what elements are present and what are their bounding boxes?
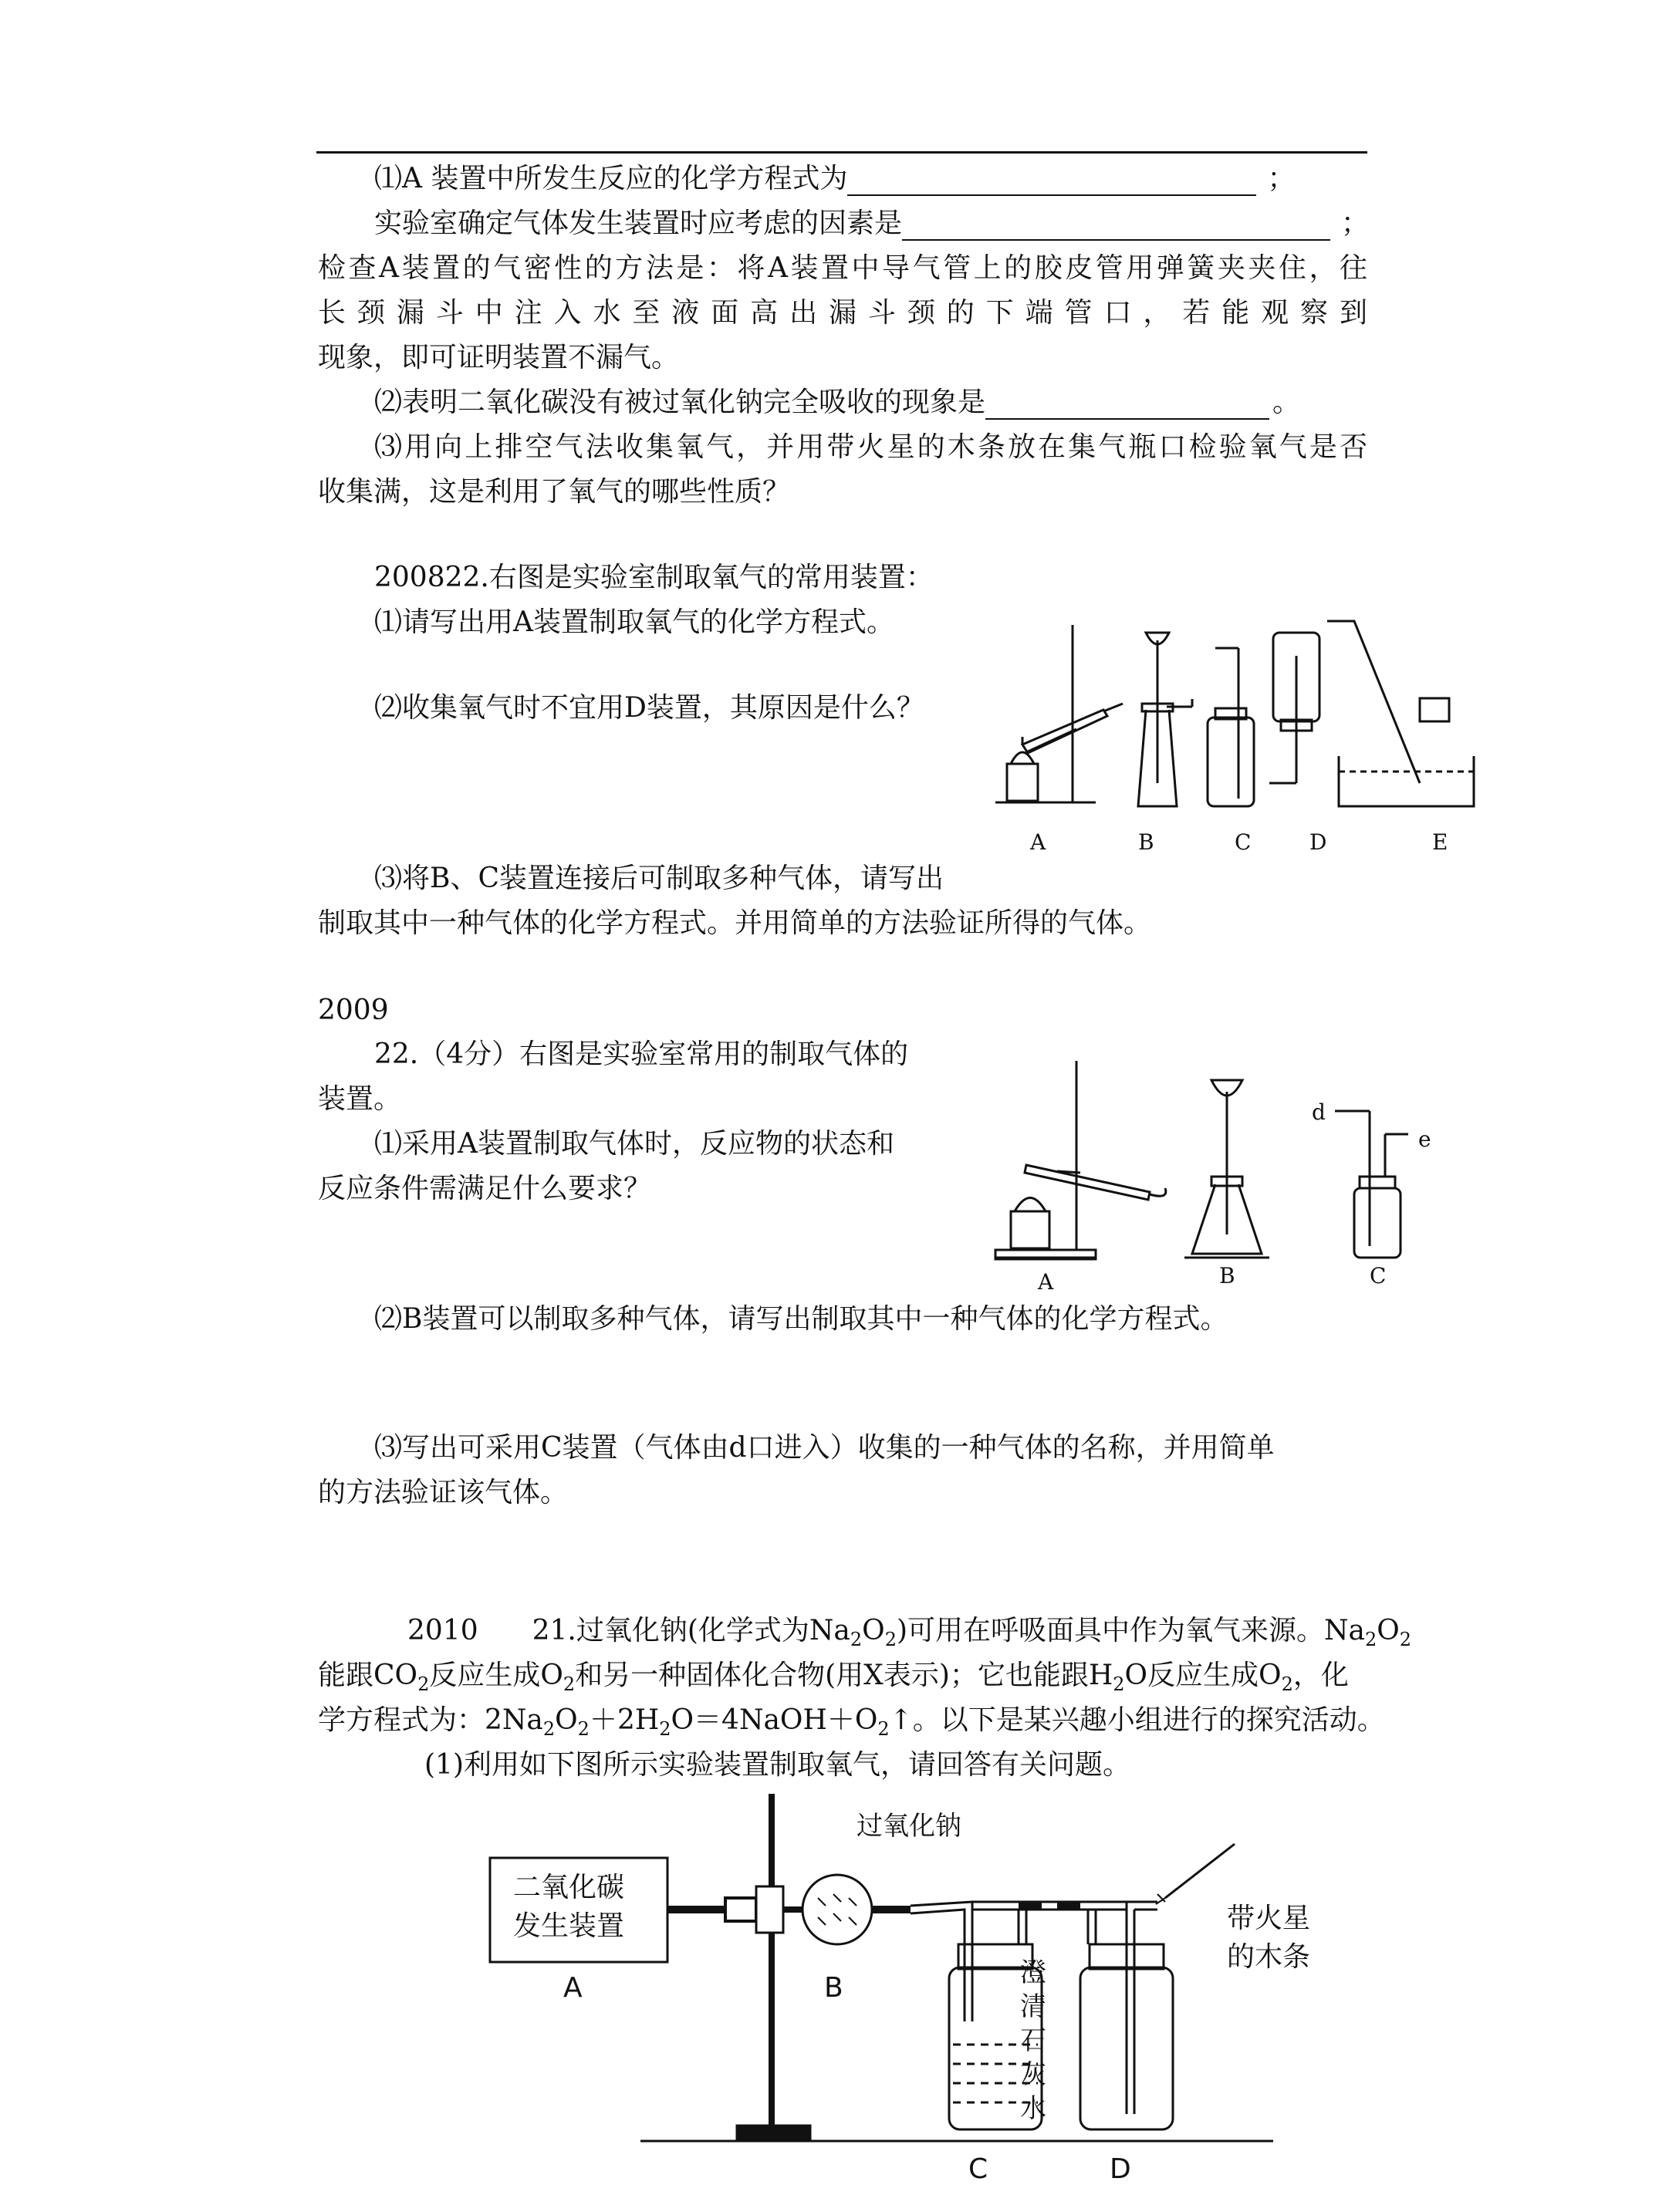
s1-q1-end: ； — [1267, 163, 1296, 194]
s1-airtight-line3: 现象，即可证明装置不漏气。 — [318, 342, 680, 373]
limewater-char-5: 水 — [1020, 2093, 1046, 2124]
sub-2: 2 — [877, 1718, 890, 1741]
fig2010-label-d: D — [1110, 2153, 1131, 2185]
s2010-l2b: 反应生成O — [429, 1660, 563, 1691]
s2009-q3-line1: ⑶写出可采用C装置（气体由d口进入）收集的一种气体的名称，并用简单 — [374, 1432, 1275, 1464]
s2009-heading-line1: 22.（4分）右图是实验室常用的制取气体的 — [374, 1038, 909, 1070]
sub-2: 2 — [1364, 1629, 1377, 1651]
fig2010-splint-line1: 带火星 — [1227, 1903, 1311, 1934]
s2009-year: 2009 — [318, 995, 389, 1026]
fig2010-label-b: B — [824, 1972, 843, 2004]
s2010-year: 2010 — [407, 1615, 478, 1646]
s2010-l3c: ＋2H — [589, 1704, 660, 1736]
sub-2: 2 — [417, 1673, 430, 1696]
s2008-q1: ⑴请写出用A装置制取氧气的化学方程式。 — [374, 606, 894, 638]
fig2010-label-peroxide: 过氧化钠 — [857, 1811, 961, 1842]
fig2008-label-c: C — [1235, 829, 1252, 855]
s2010-l2e: ，化 — [1292, 1660, 1349, 1691]
s2010-l2c: 和另一种固体化合物(用X表示)；它也能跟H — [575, 1660, 1113, 1691]
fig2010-label-a: A — [563, 1972, 583, 2004]
limewater-char-1: 澄 — [1020, 1957, 1046, 1988]
fig2010-splint-line2: 的木条 — [1227, 1941, 1311, 1973]
gas-apparatus-figure-2009 — [988, 1057, 1451, 1281]
s1-q2-line — [374, 386, 1300, 420]
fig2010-limewater-label — [1020, 1956, 1046, 2126]
top-rule — [316, 151, 1367, 154]
fig2010-box-line2: 发生装置 — [513, 1910, 625, 1942]
s2010-l3a: 学方程式为：2Na — [318, 1704, 543, 1736]
s1-factors-text: 实验室确定气体发生装置时应考虑的因素是 — [374, 208, 903, 239]
s2009-q1-line1: ⑴采用A装置制取气体时，反应物的状态和 — [374, 1128, 894, 1160]
s1-factors-blank — [902, 213, 1330, 241]
fig2009-label-c: C — [1370, 1263, 1387, 1288]
s2010-l1d: O — [1377, 1615, 1400, 1646]
sub-2: 2 — [1281, 1673, 1293, 1696]
fig2009-port-e: e — [1418, 1126, 1431, 1152]
s1-q2-blank — [985, 392, 1269, 420]
s2009-q1-line2: 反应条件需满足什么要求？ — [318, 1173, 652, 1204]
s2008-q3-line1: ⑶将B、C装置连接后可制取多种气体，请写出 — [374, 863, 944, 894]
sub-2: 2 — [1113, 1673, 1125, 1696]
fig2009-label-a: A — [1038, 1269, 1054, 1295]
sub-2: 2 — [563, 1673, 576, 1696]
s2008-q3-line2: 制取其中一种气体的化学方程式。并用简单的方法验证所得的气体。 — [318, 907, 1152, 939]
s1-factors-line — [374, 207, 1369, 241]
fig2010-box-line1: 二氧化碳 — [513, 1872, 625, 1903]
limewater-char-2: 清 — [1020, 1991, 1046, 2022]
sub-2: 2 — [884, 1629, 897, 1651]
s2009-q3-line2: 的方法验证该气体。 — [318, 1477, 569, 1508]
sub-2: 2 — [1399, 1629, 1412, 1651]
s1-q1-text: ⑴A 装置中所发生反应的化学方程式为 — [374, 163, 848, 194]
sub-2: 2 — [659, 1718, 671, 1741]
s1-airtight-line1: 检查A装置的气密性的方法是：将A装置中导气管上的胶皮管用弹簧夹夹住，往 — [318, 252, 1367, 284]
sub-2: 2 — [542, 1718, 556, 1741]
fig2009-port-d: d — [1312, 1099, 1326, 1125]
limewater-char-3: 石 — [1020, 2025, 1046, 2056]
fig2010-label-c: C — [968, 2153, 988, 2185]
s2010-l3b: O — [555, 1704, 578, 1736]
s2010-l3e: ↑。以下是某兴趣小组进行的探究活动。 — [889, 1704, 1385, 1736]
fig2008-label-a: A — [1030, 829, 1046, 855]
fig2008-label-e: E — [1432, 829, 1448, 855]
s1-airtight-line2 — [318, 296, 1367, 330]
s1-airtight-line2-text: 长颈漏斗中注入水至液面高出漏斗颈的下端管口，若能观察到 — [318, 297, 1367, 329]
s2010-line3 — [318, 1704, 1385, 1741]
fig2008-label-d: D — [1309, 829, 1327, 855]
s1-q2-end: 。 — [1272, 387, 1301, 418]
s2010-l2a: 能跟CO — [318, 1660, 418, 1691]
sub-2: 2 — [850, 1629, 863, 1651]
fig2009-label-b: B — [1219, 1263, 1235, 1288]
s1-q1-blank — [847, 168, 1256, 196]
s1-q1-line — [374, 162, 1295, 196]
s2009-heading-line2: 装置。 — [318, 1083, 402, 1115]
s2010-l3d: O＝4NaOH＋O — [671, 1704, 878, 1736]
s1-q3-line2: 收集满，这是利用了氧气的哪些性质？ — [318, 476, 791, 508]
s2009-q2: ⑵B装置可以制取多种气体，请写出制取其中一种气体的化学方程式。 — [374, 1303, 1228, 1335]
s2008-heading: 200822.右图是实验室制取氧气的常用装置： — [374, 562, 934, 593]
s1-q3-line1: ⑶用向上排空气法收集氧气，并用带火星的木条放在集气瓶口检验氧气是否 — [374, 431, 1367, 463]
s2010-l2d: O反应生成O — [1124, 1660, 1282, 1691]
sodium-peroxide-apparatus-figure-2010 — [486, 1790, 1281, 2191]
s2010-line2 — [318, 1659, 1349, 1696]
s1-factors-end: ； — [1341, 208, 1370, 239]
s2010-l1a: 21.过氧化钠(化学式为Na — [532, 1615, 850, 1646]
limewater-char-4: 灰 — [1020, 2059, 1046, 2090]
fig2008-label-b: B — [1138, 829, 1154, 855]
s2010-q1: (1)利用如下图所示实验装置制取氧气，请回答有关问题。 — [424, 1749, 1130, 1781]
sub-2: 2 — [577, 1718, 590, 1741]
s2010-l1b: O — [862, 1615, 885, 1646]
s2010-line1 — [407, 1614, 1412, 1651]
s2008-q2: ⑵收集氧气时不宜用D装置，其原因是什么？ — [374, 692, 924, 724]
oxygen-apparatus-figure-2008 — [988, 617, 1528, 856]
s2010-l1c: )可用在呼吸面具中作为氧气来源。Na — [896, 1615, 1365, 1646]
s1-q2-text: ⑵表明二氧化碳没有被过氧化钠完全吸收的现象是 — [374, 387, 986, 418]
